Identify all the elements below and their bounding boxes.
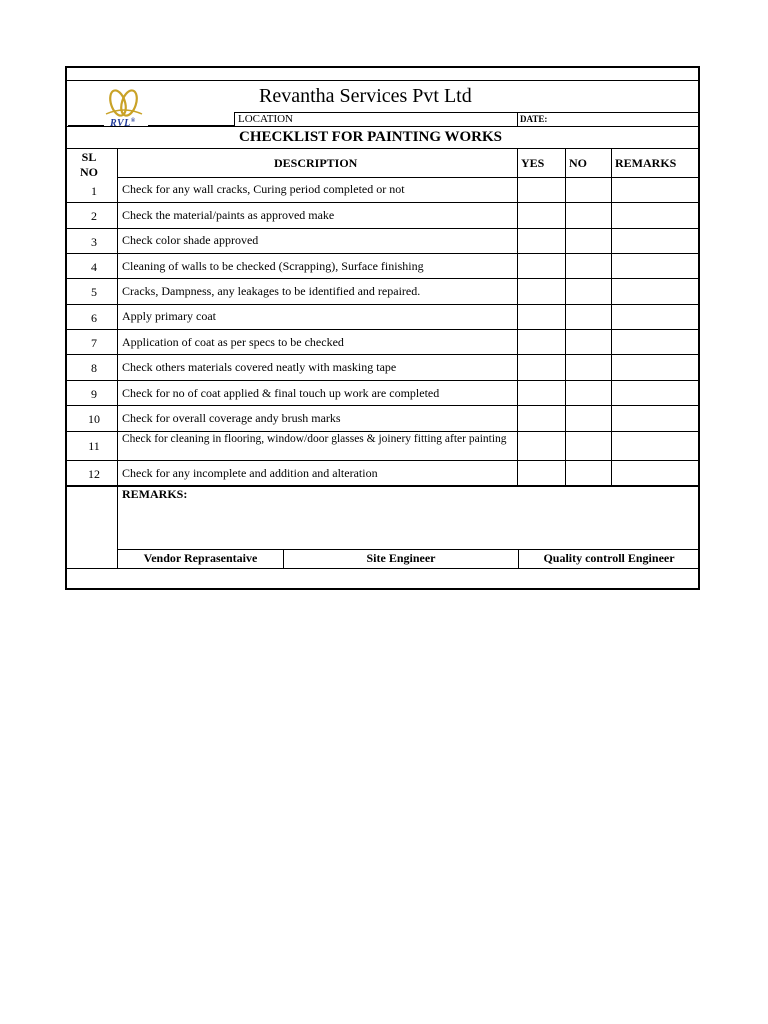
rule-top [66, 80, 699, 81]
row-description: Check others materials covered neatly with masking tape [122, 360, 397, 374]
row-description: Check for any wall cracks, Curing period completed or not [122, 182, 405, 196]
col-location-divider [234, 112, 235, 126]
rule-row [66, 354, 699, 355]
row-description: Apply primary coat [122, 309, 216, 323]
row-description: Check for overall coverage andy brush marks [122, 411, 341, 425]
rule-row [66, 253, 699, 254]
quality-engineer-signature-label: Quality controll Engineer [543, 551, 675, 565]
checklist-title: CHECKLIST FOR PAINTING WORKS [239, 129, 502, 145]
vendor-signature-label: Vendor Reprasentaive [143, 551, 258, 565]
rule-row [66, 460, 699, 461]
row-description: Check for any incomplete and addition and alteration [122, 466, 378, 480]
row-number: 9 [91, 387, 97, 401]
rule-row [66, 202, 699, 203]
rule-row [66, 329, 699, 330]
logo-rule-right [148, 125, 234, 126]
row-description: Check the material/paints as approved make [122, 208, 335, 222]
row-number: 5 [91, 285, 97, 299]
company-logo [102, 88, 152, 130]
row-description: Application of coat as per specs to be checked [122, 335, 344, 349]
row-number: 6 [91, 311, 97, 325]
col-no-divider [565, 148, 566, 485]
row-number: 12 [88, 467, 100, 481]
col-date-divider [517, 112, 518, 126]
col-remarks-divider [611, 148, 612, 485]
remarks-label: REMARKS: [122, 487, 188, 501]
col-header-yes: YES [521, 156, 545, 170]
location-label: LOCATION [238, 113, 293, 125]
rule-row [66, 278, 699, 279]
rule-row [66, 405, 699, 406]
row-description: Check for cleaning in flooring, window/door glasses & joinery fitting after painting [122, 433, 507, 445]
rule-row [66, 304, 699, 305]
row-number: 11 [88, 439, 100, 453]
rule-row [66, 380, 699, 381]
rule-signatures [117, 549, 699, 550]
col-header-no: NO [569, 156, 587, 170]
row-description: Check color shade approved [122, 233, 259, 247]
rule-row [66, 228, 699, 229]
logo-text: RVL [110, 118, 131, 129]
row-description: Cleaning of walls to be checked (Scrapping), Surface finishing [122, 259, 424, 273]
row-number: 2 [91, 209, 97, 223]
rule-location [234, 112, 699, 113]
date-label: DATE: [520, 114, 548, 124]
row-description: Cracks, Dampness, any leakages to be identified and repaired. [122, 284, 421, 298]
col-header-remarks: REMARKS [615, 156, 677, 170]
col-header-description: DESCRIPTION [274, 156, 358, 170]
rule-columns [66, 148, 699, 149]
logo-rule-left [68, 125, 104, 126]
col-yes-divider [517, 148, 518, 485]
rule-signatures-bottom [66, 568, 699, 569]
row-number: 10 [88, 412, 100, 426]
row-number: 7 [91, 336, 97, 350]
row-number: 8 [91, 361, 97, 375]
row-number: 1 [91, 184, 97, 198]
site-engineer-signature-label: Site Engineer [366, 551, 436, 565]
col-header-sl-no: SL NO [80, 150, 98, 179]
row-description: Check for no of coat applied & final touch up work are completed [122, 386, 440, 400]
logo-registered-mark: ® [130, 118, 136, 124]
row-number: 4 [91, 260, 97, 274]
company-name: Revantha Services Pvt Ltd [259, 85, 472, 107]
rule-title [66, 126, 699, 127]
row-number: 3 [91, 235, 97, 249]
logo-emblem-icon [102, 88, 146, 118]
